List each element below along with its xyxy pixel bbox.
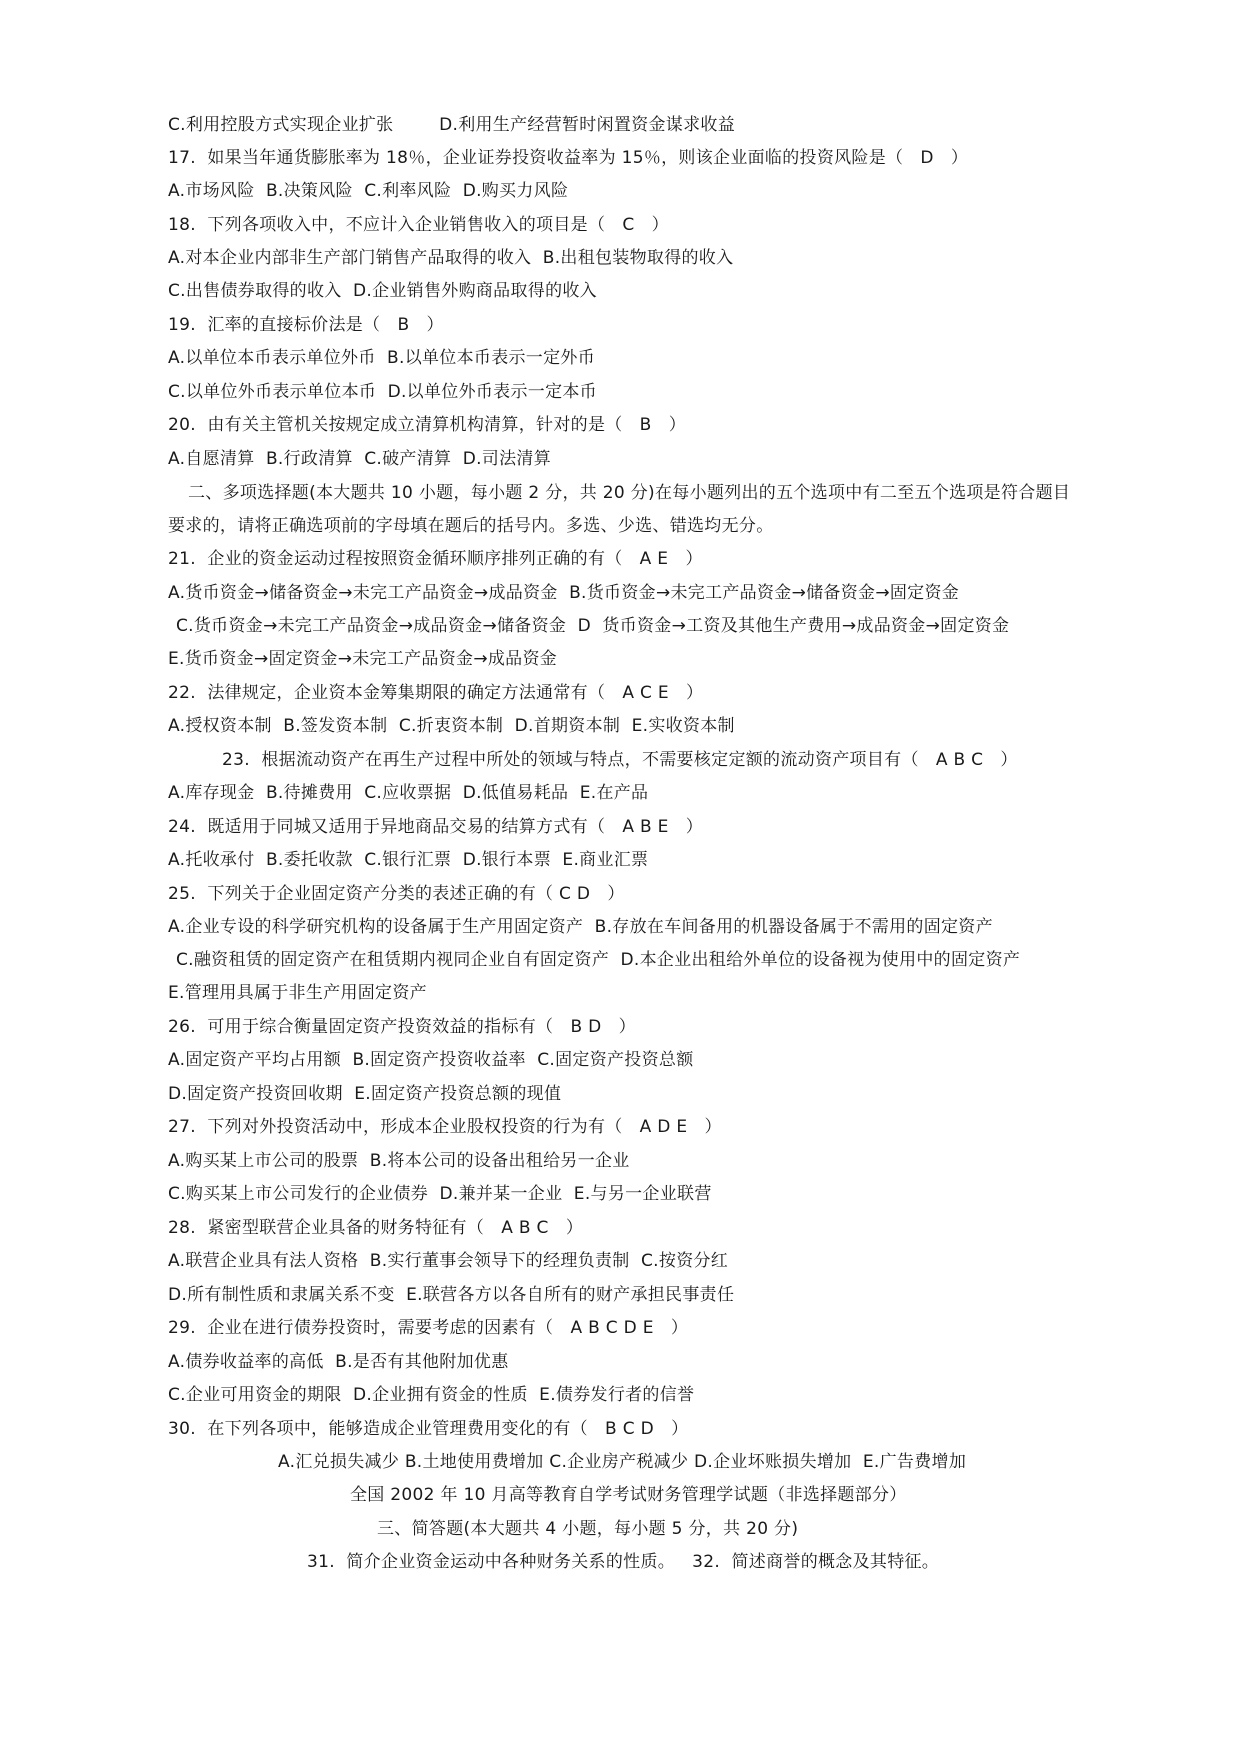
part-title: 全国 2002 年 10 月高等教育自学考试财务管理学试题（非选择题部分） (350, 1485, 907, 1505)
options-25-cd: C.融资租赁的固定资产在租赁期内视同企业自有固定资产 D.本企业出租给外单位的设备视为使用中的固定资产 (176, 950, 1021, 970)
options-25-e: E.管理用具属于非生产用固定资产 (168, 983, 427, 1003)
options-25-ab: A.企业专设的科学研究机构的设备属于生产用固定资产 B.存放在车间备用的机器设备属于不需用的固定资产 (168, 917, 993, 937)
section-2-instructions: 要求的，请将正确选项前的字母填在题后的括号内。多选、少选、错选均无分。 (168, 516, 774, 536)
options-23: A.库存现金 B.待摊费用 C.应收票据 D.低值易耗品 E.在产品 (168, 783, 649, 803)
question-29: 29. 企业在进行债券投资时，需要考虑的因素有（ A B C D E ） (168, 1318, 689, 1338)
question-27: 27. 下列对外投资活动中，形成本企业股权投资的行为有（ A D E ） (168, 1117, 722, 1137)
options-17: A.市场风险 B.决策风险 C.利率风险 D.购买力风险 (168, 181, 569, 201)
options-29-cde: C.企业可用资金的期限 D.企业拥有资金的性质 E.债券发行者的信誉 (168, 1385, 695, 1405)
question-30: 30. 在下列各项中，能够造成企业管理费用变化的有（ B C D ） (168, 1419, 689, 1439)
options-21-cd: C.货币资金→未完工产品资金→成品资金→储备资金 D 货币资金→工资及其他生产费用→成品资金→固定资金 (176, 616, 1010, 636)
section-2-heading: 二、多项选择题(本大题共 10 小题，每小题 2 分，共 20 分)在每小题列出的五个选项中有二至五个选项是符合题目 (188, 483, 1071, 503)
options-26-abc: A.固定资产平均占用额 B.固定资产投资收益率 C.固定资产投资总额 (168, 1050, 694, 1070)
options-30: A.汇兑损失减少 B.土地使用费增加 C.企业房产税减少 D.企业坏账损失增加 E.广告费增加 (278, 1452, 967, 1472)
option-line-16cd: C.利用控股方式实现企业扩张 D.利用生产经营暂时闲置资金谋求收益 (168, 115, 735, 135)
question-25: 25. 下列关于企业固定资产分类的表述正确的有（ C D ） (168, 884, 625, 904)
options-29-ab: A.债券收益率的高低 B.是否有其他附加优惠 (168, 1352, 509, 1372)
question-26: 26. 可用于综合衡量固定资产投资效益的指标有（ B D ） (168, 1017, 636, 1037)
options-19-ab: A.以单位本币表示单位外币 B.以单位本币表示一定外币 (168, 348, 596, 368)
question-17: 17. 如果当年通货膨胀率为 18％，企业证券投资收益率为 15％，则该企业面临的投资风险是（ D ） (168, 148, 969, 168)
options-20: A.自愿清算 B.行政清算 C.破产清算 D.司法清算 (168, 449, 551, 469)
question-28: 28. 紧密型联营企业具备的财务特征有（ A B C ） (168, 1218, 584, 1238)
options-27-ab: A.购买某上市公司的股票 B.将本公司的设备出租给另一企业 (168, 1151, 630, 1171)
options-28-de: D.所有制性质和隶属关系不变 E.联营各方以各自所有的财产承担民事责任 (168, 1285, 735, 1305)
options-27-cde: C.购买某上市公司发行的企业债券 D.兼并某一企业 E.与另一企业联营 (168, 1184, 712, 1204)
options-24: A.托收承付 B.委托收款 C.银行汇票 D.银行本票 E.商业汇票 (168, 850, 649, 870)
options-22: A.授权资本制 B.签发资本制 C.折衷资本制 D.首期资本制 E.实收资本制 (168, 716, 735, 736)
question-21: 21. 企业的资金运动过程按照资金循环顺序排列正确的有（ A E ） (168, 549, 703, 569)
question-22: 22. 法律规定，企业资本金筹集期限的确定方法通常有（ A C E ） (168, 683, 704, 703)
options-21-e: E.货币资金→固定资金→未完工产品资金→成品资金 (168, 649, 558, 669)
question-23: 23. 根据流动资产在再生产过程中所处的领域与特点，不需要核定定额的流动资产项目有（ A B C ） (222, 750, 1018, 770)
options-28-abc: A.联营企业具有法人资格 B.实行董事会领导下的经理负责制 C.按资分红 (168, 1251, 729, 1271)
question-19: 19. 汇率的直接标价法是（ B ） (168, 315, 444, 335)
question-24: 24. 既适用于同城又适用于异地商品交易的结算方式有（ A B E ） (168, 817, 704, 837)
question-18: 18. 下列各项收入中，不应计入企业销售收入的项目是（ C ） (168, 215, 669, 235)
options-18-ab: A.对本企业内部非生产部门销售产品取得的收入 B.出租包装物取得的收入 (168, 248, 734, 268)
options-26-de: D.固定资产投资回收期 E.固定资产投资总额的现值 (168, 1084, 562, 1104)
section-3-heading: 三、简答题(本大题共 4 小题，每小题 5 分，共 20 分) (377, 1519, 799, 1539)
questions-31-32: 31. 简介企业资金运动中各种财务关系的性质。 32. 简述商誉的概念及其特征。 (307, 1552, 940, 1572)
options-19-cd: C.以单位外币表示单位本币 D.以单位外币表示一定本币 (168, 382, 597, 402)
options-21-ab: A.货币资金→储备资金→未完工产品资金→成品资金 B.货币资金→未完工产品资金→储备资金→固定资金 (168, 583, 960, 603)
options-18-cd: C.出售债券取得的收入 D.企业销售外购商品取得的收入 (168, 281, 597, 301)
question-20: 20. 由有关主管机关按规定成立清算机构清算，针对的是（ B ） (168, 415, 687, 435)
